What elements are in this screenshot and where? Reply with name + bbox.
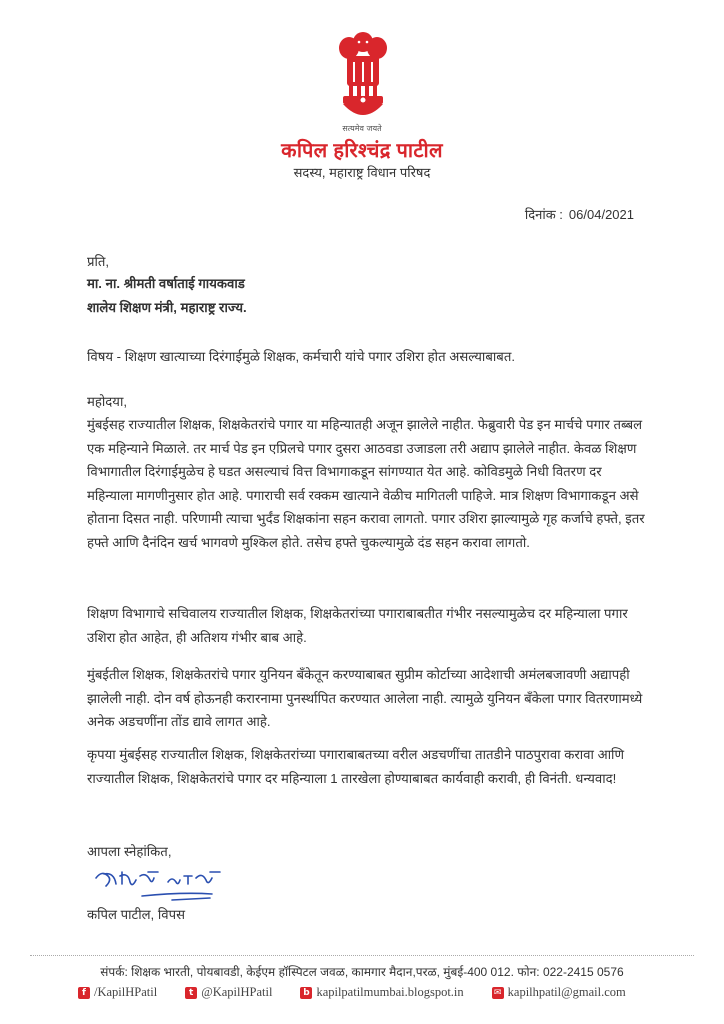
facebook-link[interactable] [78, 985, 157, 1000]
handwritten-signature-icon [92, 862, 232, 907]
signer-name: कपिल पाटील, विपस [87, 907, 186, 922]
salutation: महोदया, [87, 394, 128, 409]
closing: आपला स्नेहांकित, [87, 844, 172, 859]
letterhead-designation: सदस्य, महाराष्ट्र विधान परिषद [293, 165, 431, 180]
footer-social-links [78, 985, 654, 1000]
recipient-title: शालेय शिक्षण मंत्री, महाराष्ट्र राज्य. [87, 300, 247, 315]
recipient-block [87, 272, 647, 320]
date-label: दिनांक : [524, 207, 563, 222]
footer-address: संपर्क: शिक्षक भारती, पोयबावडी, केईएम हॉस्पिटल जवळ, कामगार मैदान,परळ, मुंबई-400 012. फोन: 022-2415 0576 [100, 965, 624, 979]
date-value: 06/04/2021 [568, 207, 634, 222]
emblem-motto: सत्यमेव जयते [342, 124, 382, 133]
facebook-icon: f [78, 987, 90, 999]
date-line [525, 205, 634, 223]
twitter-link[interactable] [185, 985, 272, 1000]
recipient-prefix: प्रति, [87, 254, 110, 269]
body-paragraph: मुंबईसह राज्यातील शिक्षक, शिक्षकेतरांचे पगार या महिन्यातही अजून झालेले नाहीत. फेब्रुवारी पेड इन मार्चचे पगार तब्बल एक महिन्याने मिळाले. तर मार्च पेड इन एप्रिलचे पगार दुसरा आठवडा उजाडला तरी अद्याप झालेले नाहीत. केवळ शिक्षण विभागातील दिरंगाईमुळेच हे घडत असल्याचं वित्त विभागाकडून सांगण्यात येत आहे. कोविडमुळे निधी वितरण दर महिन्याला मागणीनुसार होत आहे. पगाराची सर्व रक्कम खात्याने वेळीच मागितली पाहिजे. मात्र शिक्षण विभागाकडून असे होताना दिसत नाही. परिणामी त्याचा भुर्दंड शिक्षकांना सहन करावा लागतो. पगार उशिरा झाल्यामुळे गृह कर्जाचे हफ्ते, इतर हफ्ते आणि दैनंदिन खर्च भागवणे मुश्किल होते. तसेच हफ्ते चुकल्यामुळे दंड सहन करावा लागतो. [87, 417, 645, 550]
blog-icon: b [300, 987, 312, 999]
blog-url: kapilpatilmumbai.blogspot.in [316, 985, 464, 999]
body-paragraph: मुंबईतील शिक्षक, शिक्षकेतरांचे पगार युनियन बँकेतून करण्याबाबत सुप्रीम कोर्टाच्या आदेशाची अमंलबजावणी अद्यापही झालेली नाही. दोन वर्ष होऊनही करारनामा पुनर्स्थापित करण्यात आलेला नाही. त्यामुळे युनियन बँकेला पगार वितरणामध्ये अनेक अडचणींना तोंड द्यावे लागत आहे. [87, 667, 643, 729]
email-address: kapilhpatil@gmail.com [507, 985, 626, 999]
body-paragraph: कृपया मुंबईसह राज्यातील शिक्षक, शिक्षकेतरांच्या पगाराबाबतच्या वरील अडचणींचा तातडीने पाठपुरावा करावा आणि राज्यातील शिक्षक, शिक्षकेतरांचे पगार दर महिन्याला 1 तारखेला होण्याबाबत कार्यवाही करावी, ही विनंती. धन्यवाद! [87, 747, 625, 786]
twitter-icon: t [185, 987, 197, 999]
recipient-name: मा. ना. श्रीमती वर्षाताई गायकवाड [87, 276, 245, 291]
email-link[interactable] [492, 985, 626, 1000]
email-icon: ✉ [492, 987, 504, 999]
letterhead-name: कपिल हरिश्चंद्र पाटील [281, 140, 443, 162]
body-paragraph: शिक्षण विभागाचे सचिवालय राज्यातील शिक्षक, शिक्षकेतरांच्या पगाराबाबतीत गंभीर नसल्यामुळेच दर महिन्याला पगार उशिरा होत आहेत, ही अतिशय गंभीर बाब आहे. [87, 606, 628, 645]
subject-line: विषय - शिक्षण खात्याच्या दिरंगाईमुळे शिक्षक, कर्मचारी यांचे पगार उशिरा होत असल्याबाबत. [87, 349, 515, 364]
footer-divider [30, 955, 694, 956]
facebook-handle: /KapilHPatil [94, 985, 158, 999]
twitter-handle: @KapilHPatil [201, 985, 273, 999]
national-emblem-icon [333, 30, 393, 122]
blog-link[interactable] [300, 985, 463, 1000]
